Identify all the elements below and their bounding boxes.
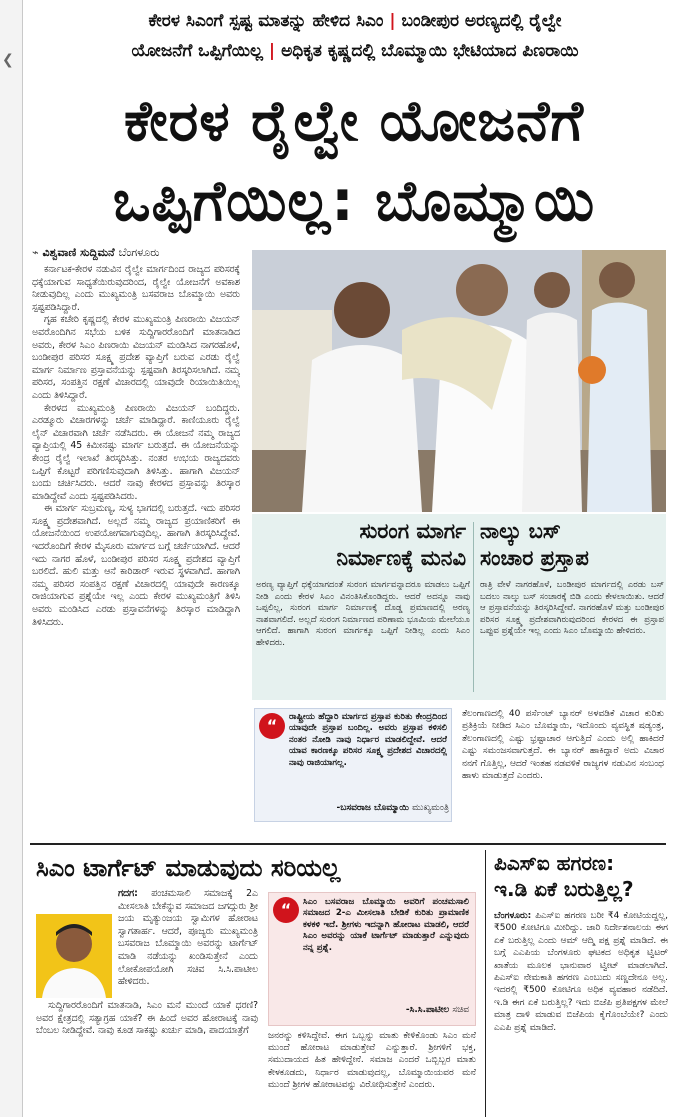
story3-body [494,910,668,1110]
kicker-part-3: ಯೋಜನೆಗೆ ಒಪ್ಪಿಗೆಯಿಲ್ಲ [131,41,263,61]
story3-headline [494,850,668,902]
patil-quote-text: ಸಿಎಂ ಬಸವರಾಜ ಬೊಮ್ಮಾಯಿ ಅವರಿಗೆ ಪಂಚಮಸಾಲಿ ಸಮಾಜದ 2-ಎ ಮೀಸಲಾತಿ ಬೇಡಿಕೆ ಕುರಿತು ಪ್ರಾಮಾಣಿಕ ಕಳಕಳಿ ಇದೆ. ಶ್ರೀಗಳು ಇದನ್ನಾಗಿ ಹೋರಾಟ ಮಾಡಲಿ, ಆದರೆ ಸಿಎಂ ಅವರನ್ನು ಯಾಕೆ ಟಾರ್ಗೆಟ್ ಮಾಡುತ್ತಾರೆ ಎನ್ನುವುದು ನನ್ನ ಪ್ರಶ್ನೆ. [303,897,469,953]
patil-quote-box [268,892,476,1026]
patil-quote-attribution [303,1005,469,1015]
story2-dateline: ಗದಗ: [118,888,138,899]
bus-box-text: ರಾತ್ರಿ ವೇಳೆ ನಾಗರಹೊಳೆ, ಬಂಡೀಪುರ ಮಾರ್ಗದಲ್ಲಿ ಎರಡು ಬಸ್ ಬದಲು ನಾಲ್ಕು ಬಸ್ ಸಂಚಾರಕ್ಕೆ ಬಿಡಿ ಎಂದು ಕೇಳಲಾಯಿತು. ಆದರೆ ಆ ಪ್ರಸ್ತಾವನೆಯನ್ನು ತಿರಸ್ಕರಿಸಿದ್ದೇವೆ. ನಾಗರಹೊಳೆ ಮತ್ತು ಬಂಡೀಪುರ ಪರಿಸರ ಸೂಕ್ಷ್ಮ ಪ್ರದೇಶವಾಗಿರುವುದರಿಂದ ಕೇರಳದ ಈ ಪ್ರಸ್ತಾಪ ಒಪ್ಪುವ ಪ್ರಶ್ನೆಯೇ ಇಲ್ಲ ಎಂದು ಸಿಎಂ ಬೊಮ್ಮಾಯಿ ಹೇಳಿದರು. [480,580,664,637]
bus-title-line-1: ನಾಲ್ಕು ಬಸ್ [480,519,561,543]
cm-quote-text: ರಾಷ್ಟ್ರೀಯ ಹೆದ್ದಾರಿ ಮಾರ್ಗದ ಪ್ರಸ್ತಾಪ ಕುರಿತು ಕೇಂದ್ರದಿಂದ ಯಾವುದೇ ಪ್ರಸ್ತಾಪ ಬಂದಿಲ್ಲ. ಅವರು ಪ್ರಸ್ತಾಪ ಕಳಿಸಲಿ ನಂತರ ನೋಡಿ ನಾವು ನಿರ್ಧಾರ ಮಾಡಲಿದ್ದೇವೆ. ಆದರೆ ಯಾವ ಕಾರಣಕ್ಕೂ ಪರಿಸರ ಸೂಕ್ಷ್ಮ ಪ್ರದೇಶದ ವಿಚಾರದಲ್ಲಿ ನಾವು ರಾಜಿಯಾಗಲ್ಲ. [289,712,447,768]
patil-attribution-name: -ಸಿ.ಸಿ.ಪಾಟೀಲ [405,1005,450,1015]
column-rule [485,850,486,1117]
section-rule [30,843,666,845]
tunnel-box-text: ಅರಣ್ಯ ವ್ಯಾಪ್ತಿಗೆ ಧಕ್ಕೆಯಾಗದಂತೆ ಸುರಂಗ ಮಾರ್ಗವನ್ನಾದರೂ ಮಾಡಲು ಒಪ್ಪಿಗೆ ನೀಡಿ ಎಂದು ಕೇರಳ ಸಿಎಂ ವಿನಂತಿಸಿಕೊಂಡಿದ್ದರು. ಆದರೆ ಅದನ್ನೂ ನಾವು ಒಪ್ಪಲಿಲ್ಲ, ಸುರಂಗ ಮಾರ್ಗ ನಿರ್ಮಾಣಕ್ಕೆ ದೊಡ್ಡ ಪ್ರಮಾಣದಲ್ಲಿ ಅರಣ್ಯ ನಾಶವಾಗಲಿದೆ. ಅಲ್ಲದೆ ಸುರಂಗ ನಿರ್ಮಾಣದ ಪರಿಣಾಮ ಭೂಮಿಯ ಮೇಲೆಯೂ ಆಗಲಿದೆ. ಹಾಗಾಗಿ ಸುರಂಗ ಮಾರ್ಗಕ್ಕೂ ಒಪ್ಪಿಗೆ ನೀಡಿಲ್ಲ ಎಂದು ಸಿಎಂ ಹೇಳಿದರು. [256,580,470,648]
main-story-paragraph: ಈ ಮಾರ್ಗ ಸುಬ್ರಮಣ್ಯ, ಸುಳ್ಯ ಭಾಗದಲ್ಲಿ ಬರುತ್ತದೆ. ಇದು ಪರಿಸರ ಸೂಕ್ಷ್ಮ ಪ್ರದೇಶವಾಗಿದೆ. ಅಲ್ಲದೆ ನಮ್ಮ ರಾಜ್ಯದ ಪ್ರಯಾಣಿಕರಿಗೆ ಈ ಯೋಜನೆಯಿಂದ ಉಪಯೋಗವಾಗುವುದಿಲ್ಲ. ಹಾಗಾಗಿ ತಿರಸ್ಕರಿಸಿದ್ದೇವೆ. ಇದರೊಂದಿಗೆ ಕೇರಳ ಮೈಸೂರು ಮಾರ್ಗದ ಬಗ್ಗೆ ಚರ್ಚೆಯಾಗಿದೆ. ಆದರೆ ಇದು ನಾಗರ ಹೊಳೆ, ಬಂಡೀಪುರ ಪರಿಸರ ಸೂಕ್ಷ್ಮ ಪ್ರದೇಶದ ವ್ಯಾಪ್ತಿಗೆ ಬರಲಿದೆ. ಹುಲಿ ಮತ್ತು ಆನೆ ಕಾರಿಡಾರ್ ಇರುವ ಸ್ಥಳವಾಗಿದೆ. ಹಾಗಾಗಿ ನಮ್ಮ ಪರಿಸರ ಸಂಪತ್ತಿನ ರಕ್ಷಣೆ ವಿಚಾರದಲ್ಲಿ ಯಾವುದೇ ಕಾರಣಕ್ಕೂ ರಾಜಿಯಾಗುವ ಪ್ರಶ್ನೆಯೇ ಇಲ್ಲ ಎಂದು ಕೇರಳ ಮುಖ್ಯಮಂತ್ರಿಗೆ ತಿಳಿಸಿ ಅವರು ಮಂಡಿಸಿದ ಎರಡು ಪ್ರಸ್ತಾವನೆಗಳನ್ನು ತಿರಸ್ಕಾರ ಮಾಡಿದ್ದಾಗಿ ತಿಳಿಸಿದರು. [32,503,240,628]
kicker-part-1: ಕೇರಳ ಸಿಎಂಗೆ ಸ್ಪಷ್ಟ ಮಾತನ್ನು ಹೇಳಿದ ಸಿಎಂ [148,11,384,31]
quote-mark-icon: “ [259,713,285,739]
story2-paragraph-2: ಸುದ್ದಿಗಾರರೊಂದಿಗೆ ಮಾತನಾಡಿ, ಸಿಎಂ ಮನೆ ಮುಂದೆ ಯಾಕೆ ಧರಣಿ? ಅವರ ಕ್ಷೇತ್ರದಲ್ಲಿ ಸತ್ಯಾಗ್ರಹ ಯಾಕೆ? ಈ ಹಿಂದೆ ಅವರ ಹೋರಾಟಕ್ಕೆ ನಾವು ಬೆಂಬಲ ನೀಡಿದ್ದೇವೆ. ನಾವು ಕೂಡ ಸಾಕಷ್ಟು ಖರ್ಚು ಮಾಡಿ, ಪಾದಯಾತ್ರೆಗೆ [36,1000,258,1037]
main-story [32,264,240,848]
headline-line-2: ಒಪ್ಪಿಗೆಯಿಲ್ಲ: ಬೊಮ್ಮಾಯಿ [112,169,596,234]
byline-location: ಬೆಂಗಳೂರು [118,246,160,259]
panel-divider [473,522,474,692]
kicker-separator: | [389,11,396,31]
page-fold-strip [0,0,23,1117]
tunnel-title-line-2: ನಿರ್ಮಾಣಕ್ಕೆ ಮನವಿ [336,546,466,570]
minister-photo [36,914,112,998]
cm-quote-attribution [289,803,449,813]
story3-dateline: ಬೆಂಗಳೂರು: [494,911,532,921]
main-story-paragraph: ಗೃಹ ಕಚೇರಿ ಕೃಷ್ಣದಲ್ಲಿ ಕೇರಳ ಮುಖ್ಯಮಂತ್ರಿ ಪಿಣರಾಯಿ ವಿಜಯನ್ ಅವರೊಂದಿಗಿನ ಸಭೆಯ ಬಳಿಕ ಸುದ್ದಿಗಾರರೊಂದಿಗೆ ಮಾತನಾಡಿದ ಅವರು, ಕೇರಳ ಸಿಎಂ ಪಿಣರಾಯಿ ವಿಜಯನ್ ಮಂಡಿಸಿದ ನಾಗರಹೊಳೆ, ಬಂಡೀಪುರ ಪರಿಸರ ಸೂಕ್ಷ್ಮ ಪ್ರದೇಶ ವ್ಯಾಪ್ತಿಗೆ ಬರುವ ಎರಡು ರೈಲ್ವೆ ಮಾರ್ಗ ನಿರ್ಮಾಣ ಪ್ರಸ್ತಾವನೆಯನ್ನು ಸ್ಪಷ್ಟವಾಗಿ ತಿರಸ್ಕರಿಸಲಾಗಿದೆ. ನಮ್ಮ ಪರಿಸರ, ಸಂಪತ್ತಿನ ರಕ್ಷಣೆ ವಿಚಾರದಲ್ಲಿ ಯಾವುದೇ ರಿಯಾಯಿತಿಯಿಲ್ಲ ಎಂದು ತಿಳಿಸಿದ್ದಾರೆ. [32,314,240,401]
rss-feed-icon: ⌁ [32,246,39,259]
minister-portrait [36,914,112,998]
story2-headline: ಸಿಎಂ ಟಾರ್ಗೆಟ್ ಮಾಡುವುದು ಸರಿಯಲ್ಲ [36,854,341,882]
story2-paragraph-3: ಜನರನ್ನು ಕಳಿಸಿದ್ದೇವೆ. ಈಗ ಒಬ್ಬನ್ನು ಮಾತು ಕೇಳಿಕೊಂಡು ಸಿಎಂ ಮನೆ ಮುಂದೆ ಹೋರಾಟ ಮಾಡುತ್ತೇವೆ ಎನ್ನುತ್ತಾರೆ. ಶ್ರೀಗಳಿಗೆ ಭಕ್ತ, ಸಮುದಾಯದ ಹಿತ ಹೇಳಿದ್ದೇನೆ. ಸಮಾಜ ಎಂದರೆ ಒಬ್ಬಿಬ್ಬರ ಮಾತು ಕೇಳಕೂಡದು, ನಿರ್ಧಾರ ಮಾಡುವುದಲ್ಲ, ಬೊಮ್ಮಾಯಿಯವರ ಮನೆ ಮುಂದೆ ಶ್ರೀಗಳ ಹೋರಾಟವನ್ನು ವಿರೋಧಿಸುತ್ತೇನೆ ಎಂದರು. [268,1031,476,1090]
tunnel-title-line-1: ಸುರಂಗ ಮಾರ್ಗ [359,519,466,543]
patil-attribution-role: ಸಚಿವ [452,1005,469,1015]
byline-name: ವಿಶ್ವವಾಣಿ ಸುದ್ದಿಮನೆ [42,246,115,259]
headline-line-1: ಕೇರಳ ರೈಲ್ವೇ ಯೋಜನೆಗೆ [124,89,584,154]
photo-illustration [252,250,666,512]
story3-headline-line-2: ಇ.ಡಿ ಏಕೆ ಬರುತ್ತಿಲ್ಲ? [494,877,634,901]
cm-quote-box [254,708,452,822]
news-photo [252,250,666,512]
quote-attribution-name: -ಬಸವರಾಜ ಬೊಮ್ಮಾಯಿ [336,803,409,813]
quote-mark-icon: “ [273,897,299,923]
kicker-part-2: ಬಂಡೀಪುರ ಅರಣ್ಯದಲ್ಲಿ ರೈಲ್ವೇ [401,11,562,31]
story2-paragraph-1: ಪಂಚಮಸಾಲಿ ಸಮಾಜಕ್ಕೆ 2ಎ ಮೀಸಲಾತಿ ಬೇಕೆನ್ನುವ ಸಮಾಜದ ಜಗದ್ಗುರು ಶ್ರೀ ಜಯ ಮೃತ್ಯುಂಜಯ ಸ್ವಾಮಿಗಳ ಹೋರಾಟ ಸ್ವಾಗತಾರ್ಹ. ಆದರೆ, ಪೂಜ್ಯರು ಮುಖ್ಯಮಂತ್ರಿ ಬಸವರಾಜ ಬೊಮ್ಮಾಯಿ ಅವರನ್ನು ಟಾರ್ಗೆಟ್ ಮಾಡಿ ನಡೆಯನ್ನು ಖಂಡಿಸುತ್ತೇನೆ ಎಂದು ಲೋಕೋಪಯೋಗಿ ಸಚಿವ ಸಿ.ಸಿ.ಪಾಟೀಲ ಹೇಳಿದರು. [118,888,258,988]
chevron-left-icon[interactable]: ❮ [2,52,14,68]
bus-box [480,518,664,694]
story3 [494,850,668,1114]
tunnel-box-title [256,518,470,572]
kicker-part-4: ಅಧಿಕೃತ ಕೃಷ್ಣದಲ್ಲಿ ಬೊಮ್ಮಾಯಿ ಭೇಟಿಯಾದ ಪಿಣರಾಯಿ [281,41,579,61]
story2-body [36,888,258,1114]
telangana-story: ತೆಲಂಗಾಣದಲ್ಲಿ 40 ಪರ್ಸೆಂಟ್ ಬ್ಯಾನರ್ ಅಳವಡಿಕೆ ವಿಚಾರ ಕುರಿತು ಪ್ರತಿಕ್ರಿಯೆ ನೀಡಿದ ಸಿಎಂ ಬೊಮ್ಮಾಯಿ, ಇದೊಂದು ವ್ಯವಸ್ಥಿತ ಷಡ್ಯಂತ್ರ, ತೆಲಂಗಾಣದಲ್ಲಿ ಎಷ್ಟು ಭ್ರಷ್ಟಾಚಾರ ಆಗುತ್ತಿದೆ ಎಂದು ಅಲ್ಲಿ ಹಾಕಿದರೆ ಎಷ್ಟು ಸಮಂಜಸವಾಗುತ್ತದೆ. ಈ ಬ್ಯಾನರ್ ಹಾಕಿದ್ದಾರೆ ಅದು ವಿಚಾರ ನನಗೆ ಗೊತ್ತಿಲ್ಲ, ಆದರೆ ಇಂತಹ ನಡವಳಿಕೆ ರಾಜ್ಯಗಳ ನಡುವಿನ ಸಂಬಂಧ ಹಾಳು ಮಾಡುತ್ತದೆ ಎಂದರು. [462,709,664,782]
main-story-paragraph: ಕೇರಳದ ಮುಖ್ಯಮಂತ್ರಿ ಪಿಣರಾಯಿ ವಿಜಯನ್ ಬಂದಿದ್ದರು. ಎರಡ್ಮೂರು ವಿಚಾರಗಳನ್ನು ಚರ್ಚೆ ಮಾಡಿದ್ದಾರೆ. ಕಾಣಿಯೂರು ರೈಲ್ವೆ ಲೈನ್ ವಿಚಾರವಾಗಿ ಚರ್ಚೆ ನಡೆಸಿದರು. ಈ ಯೋಜನೆ ನಮ್ಮ ರಾಜ್ಯದ ವ್ಯಾಪ್ತಿಯಲ್ಲಿ 45 ಕಿಮೀನಷ್ಟು ಮಾರ್ಗ ಬರುತ್ತದೆ. ಈ ಯೋಜನೆಯನ್ನು ಕೇಂದ್ರ ರೈಲ್ವೆ ಇಲಾಖೆ ತಿರಸ್ಕರಿಸಿತ್ತು. ನಂತರ ಉಭಯ ರಾಜ್ಯದವರು ಒಪ್ಪಿಗೆ ಕೊಟ್ಟರೆ ಪರಿಗಣಿಸುವುದಾಗಿ ತಿಳಿಸಿತ್ತು. ಹಾಗಾಗಿ ವಿಜಯನ್ ಬಂದು ಚರ್ಚಿಸಿದರು. ಆದರೆ ನಾವು ಕೇರಳದ ಪ್ರಸ್ತಾವನ್ನು ತಿರಸ್ಕಾರ ಮಾಡಿದ್ದೇವೆ ಎಂದು ಸ್ಪಷ್ಟಪಡಿಸಿದರು. [32,402,240,502]
main-headline [28,82,680,242]
bus-box-title [480,518,664,572]
kicker-separator: | [268,41,276,61]
bus-title-line-2: ಸಂಚಾರ ಪ್ರಸ್ತಾಪ [480,546,589,570]
tunnel-box [256,518,470,694]
story3-text: ಪಿಎಸ್‌ಐ ಹಗರಣ ಬರೀ ₹4 ಕೋಟಿಯದ್ದಲ್ಲ, ₹500 ಕೋಟಿಗೂ ಮೀರಿದ್ದು. ಜಾರಿ ನಿರ್ದೇಶನಾಲಯ ಈಗ ಏಕೆ ಬರುತ್ತಿಲ್ಲ ಎಂದು ಆಮ್ ಆದ್ಮಿ ಪಕ್ಷ ಪ್ರಶ್ನೆ ಮಾಡಿದೆ. ಈ ಬಗ್ಗೆ ಎಎಪಿಯ ಬೆಂಗಳೂರು ಘಟಕದ ಅಧಿಕೃತ ಟ್ವಿಟರ್ ಖಾತೆಯ ಮೂಲಕ ಭಾನುವಾರ ಟ್ವೀಟ್ ಮಾಡಲಾಗಿದೆ. ಪಿಎಸ್‌ಐ ನೇಮಕಾತಿ ಹಗರಣ ಎಂಬುದು ಸಣ್ಣದೇನೂ ಅಲ್ಲ. ಇದರಲ್ಲಿ ₹500 ಕೋಟಿಗೂ ಅಧಿಕ ವ್ಯವಹಾರ ನಡೆದಿದೆ. ಇ.ಡಿ ಈಗ ಏಕೆ ಬರುತ್ತಿಲ್ಲ? ಇದು ಬಿಜೆಪಿ ಪ್ರತಿಪಕ್ಷಗಳ ಮೇಲೆ ಮಾತ್ರ ದಾಳಿ ಮಾಡುವ ಬಿಜೆಪಿಯ ಕೈಗೊಂಬೆಯೇ? ಎಂದು ಎಎಪಿ ಪ್ರಶ್ನೆ ಮಾಡಿದೆ. [494,911,668,1033]
kicker [30,6,680,66]
story3-headline-line-1: ಪಿಎಸ್‌ಐ ಹಗರಣ: [494,851,615,875]
byline [32,246,160,260]
quote-attribution-role: ಮುಖ್ಯಮಂತ್ರಿ [412,803,449,813]
main-story-paragraph: ಕರ್ನಾಟಕ-ಕೇರಳ ನಡುವಿನ ರೈಲ್ವೇ ಮಾರ್ಗದಿಂದ ರಾಜ್ಯದ ಪರಿಸರಕ್ಕೆ ಧಕ್ಕೆಯಾಗುವ ಸಾಧ್ಯತೆಯಿರುವುದರಿಂದ, ರೈಲ್ವೇ ಯೋಜನೆಗೆ ಅವಕಾಶ ನೀಡುವುದಿಲ್ಲ ಎಂದು ಮುಖ್ಯಮಂತ್ರಿ ಬಸವರಾಜ ಬೊಮ್ಮಾಯಿ ಅವರು ಸ್ಪಷ್ಟಪಡಿಸಿದ್ದಾರೆ. [32,264,240,313]
